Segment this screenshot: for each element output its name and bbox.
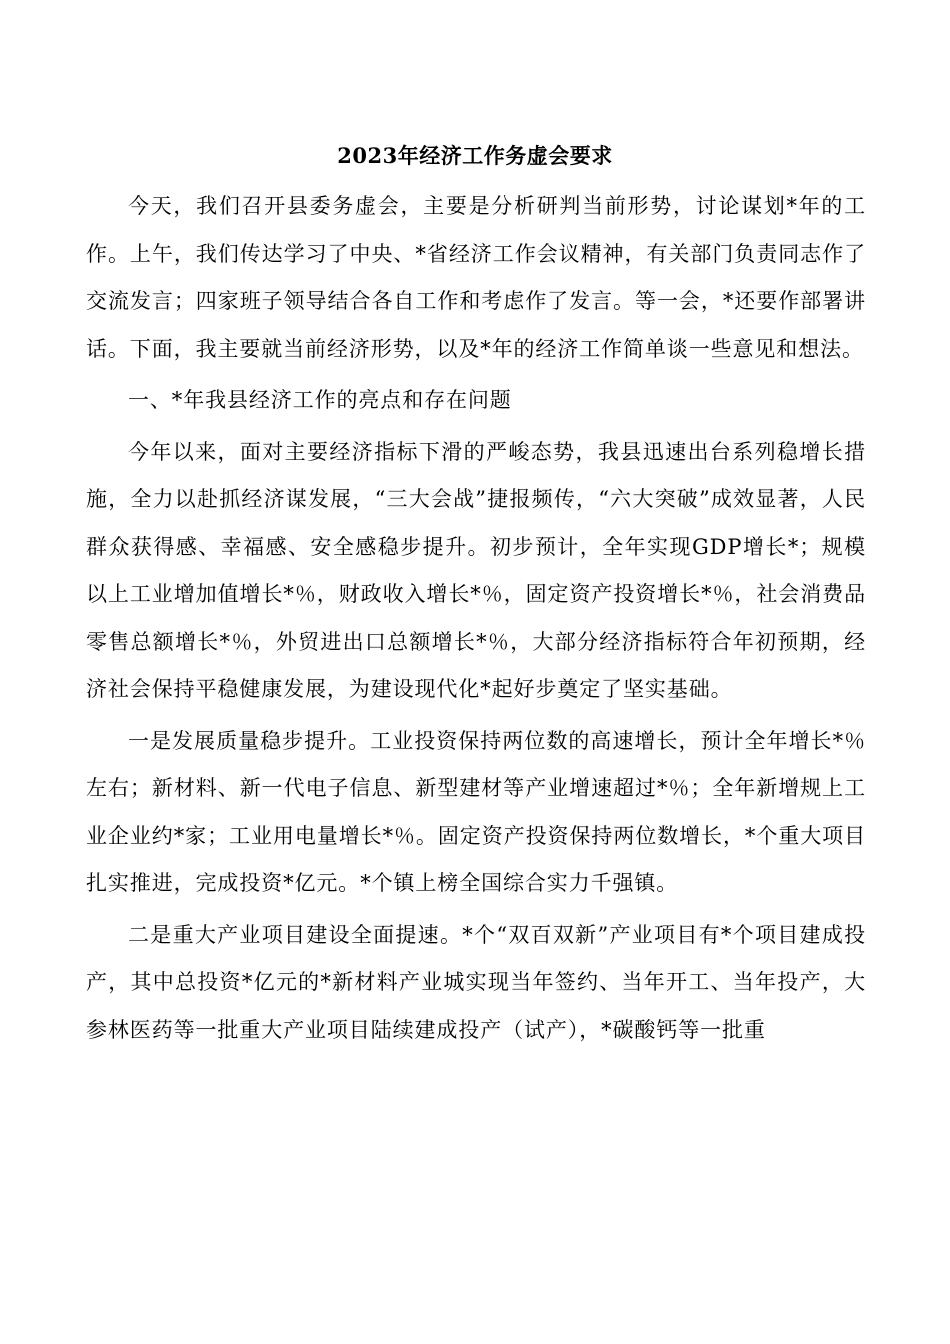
paragraph-intro: 今天，我们召开县委务虚会，主要是分析研判当前形势，讨论谋划*年的工作。上午，我们传达学习了中央、*省经济工作会议精神，有关部门负责同志作了交流发言；四家班子领导结合各自工作和考虑作了发言。等一会，*还要作部署讲话。下面，我主要就当前经济形势，以及*年的经济工作简单谈一些意见和想法。 — [86, 194, 866, 361]
section-heading: 一、*年我县经济工作的亮点和存在问题 — [128, 388, 512, 412]
paragraph-overview: 今年以来，面对主要经济指标下滑的严峻态势，我县迅速出台系列稳增长措施，全力以赴抓经济谋发展，“三大会战”捷报频传，“六大突破”成效显著，人民群众获得感、幸福感、安全感稳步提升。初步预计，全年实现GDP增长*；规模以上工业增加值增长*％，财政收入增长*％，固定资产投资增长*％，社会消费品零售总额增长*％，外贸进出口总额增长*％，大部分经济指标符合年初预期，经济社会保持平稳健康发展，为建设现代化*起好步奠定了坚实基础。 — [86, 439, 866, 701]
document-body — [86, 183, 866, 1058]
paragraph-point-two: 二是重大产业项目建设全面提速。*个“双百双新”产业项目有*个项目建成投产，其中总投资*亿元的*新材料产业城实现当年签约、当年开工、当年投产，大参林医药等一批重大产业项目陆续建成投产（试产），*碳酸钙等一批重 — [86, 922, 866, 1042]
document-title: 2023年经济工作务虚会要求 — [337, 143, 613, 168]
paragraph-point-one: 一是发展质量稳步提升。工业投资保持两位数的高速增长，预计全年增长*％左右；新材料、新一代电子信息、新型建材等产业增速超过*％；全年新增规上工业企业约*家；工业用电量增长*％。固定资产投资保持两位数增长，*个重大项目扎实推进，完成投资*亿元。*个镇上榜全国综合实力千强镇。 — [86, 728, 866, 895]
